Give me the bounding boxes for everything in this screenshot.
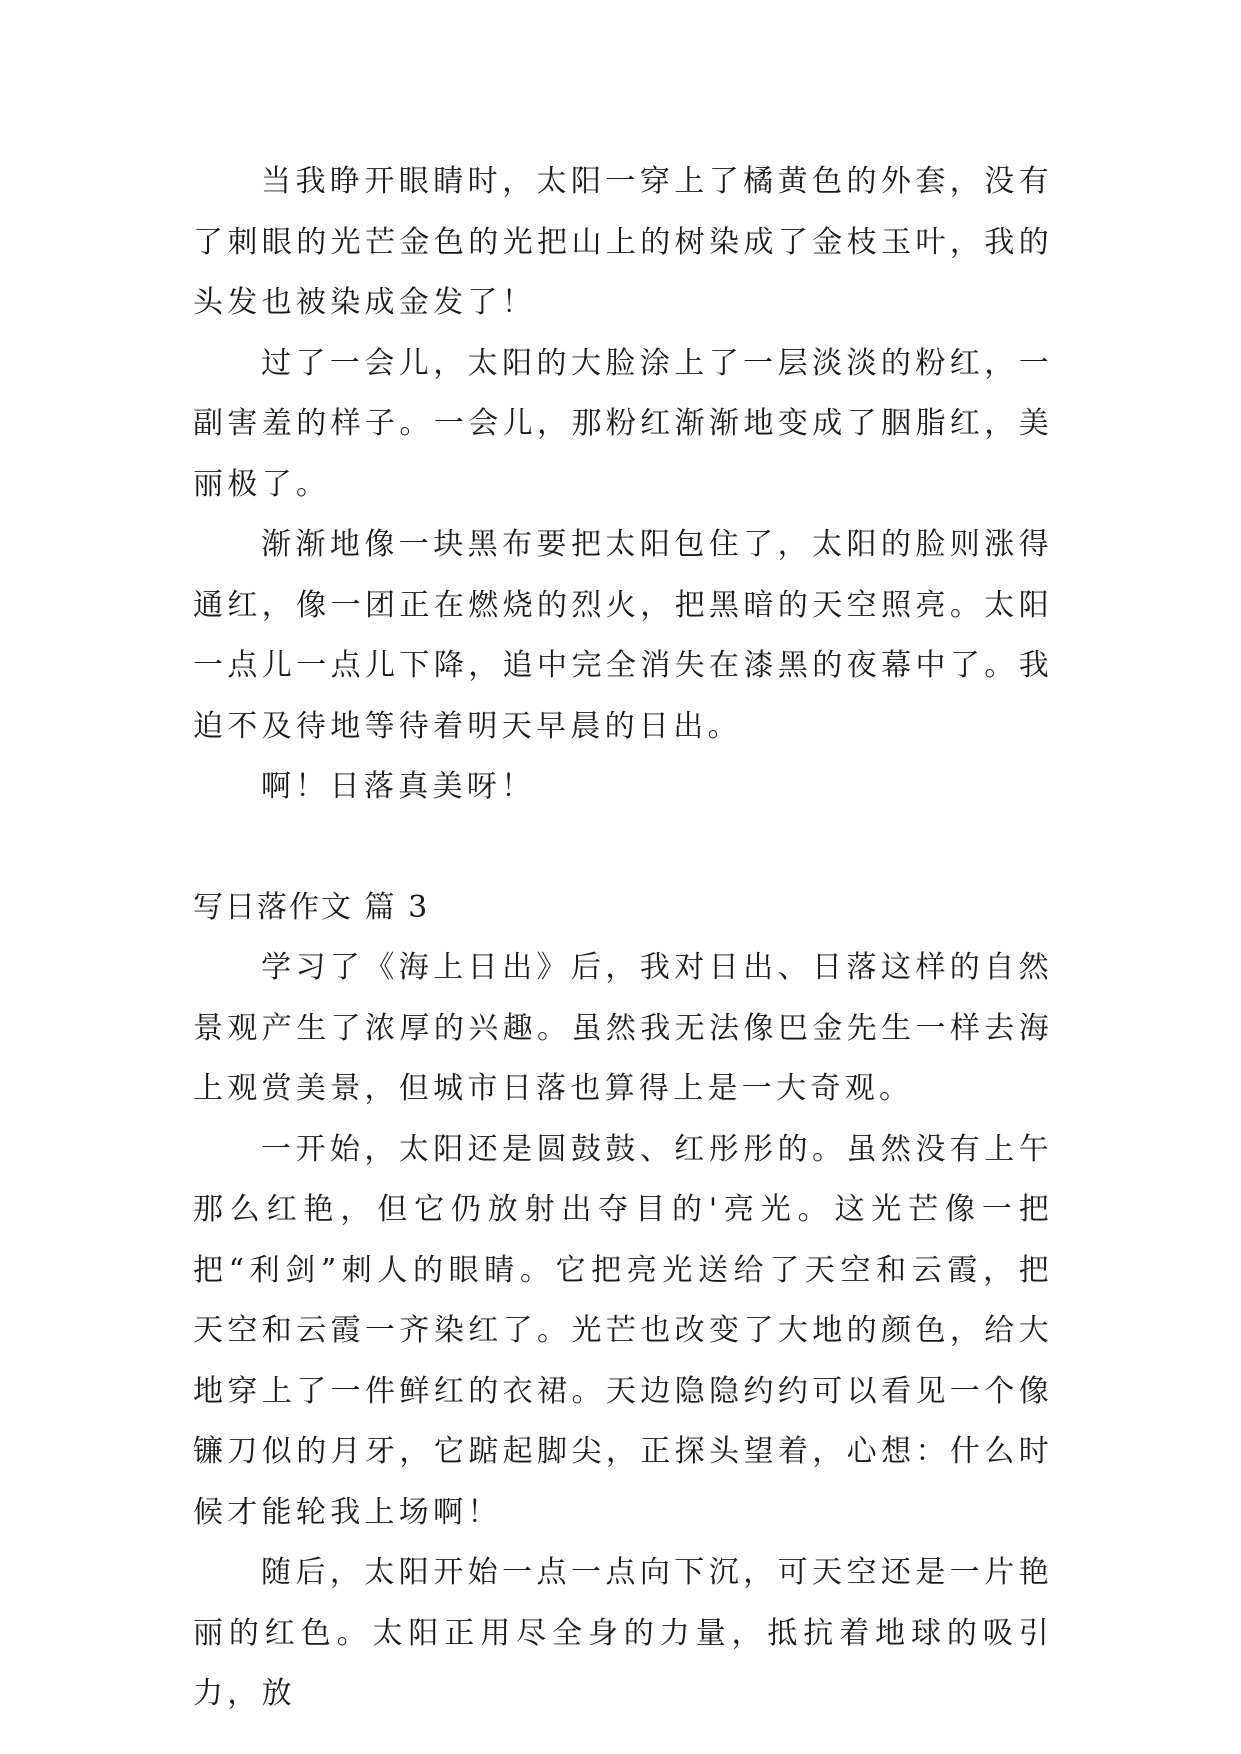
paragraph-sinking-sun: 随后，太阳开始一点一点向下沉，可天空还是一片艳丽的红色。太阳正用尽全身的力量，抵抗着地球的吸引力，放 [193,1555,1053,1711]
paragraph-black-cloth: 渐渐地像一块黑布要把太阳包住了，太阳的脸则涨得通红，像一团正在燃烧的烈火，把黑暗的天空照亮。太阳一点儿一点儿下降，追中完全消失在漆黑的夜幕中了。我迫不及待地等待着明天早晨的日出。 [193,527,1053,744]
paragraph-round-sun: 一开始，太阳还是圆鼓鼓、红彤彤的。虽然没有上午那么红艳，但它仍放射出夺目的'亮光。这光芒像一把把“利剑”刺人的眼睛。它把亮光送给了天空和云霞，把天空和云霞一齐染红了。光芒也改变了大地的颜色，给大地穿上了一件鲜红的衣裙。天边隐隐约约可以看见一个像镰刀似的月牙，它踮起脚尖，正探头望着，心想：什么时候才能轮我上场啊！ [193,1131,1053,1530]
paragraph-sea-sunrise: 学习了《海上日出》后，我对日出、日落这样的自然景观产生了浓厚的兴趣。虽然我无法像巴金先生一样去海上观赏美景，但城市日落也算得上是一大奇观。 [193,950,1053,1106]
paragraph-pink-blush: 过了一会儿，太阳的大脸涂上了一层淡淡的粉红，一副害羞的样子。一会儿，那粉红渐渐地变成了胭脂红，美丽极了。 [193,345,1053,502]
document-body [193,152,1053,1725]
paragraph-opening-eyes: 当我睁开眼睛时，太阳一穿上了橘黄色的外套，没有了刺眼的光芒金色的光把山上的树染成了金枝玉叶，我的头发也被染成金发了！ [193,164,1053,320]
section-spacer [193,818,1053,878]
paragraph-exclamation: 啊！日落真美呀！ [261,769,536,804]
section-title: 写日落作文 篇 3 [193,889,430,925]
